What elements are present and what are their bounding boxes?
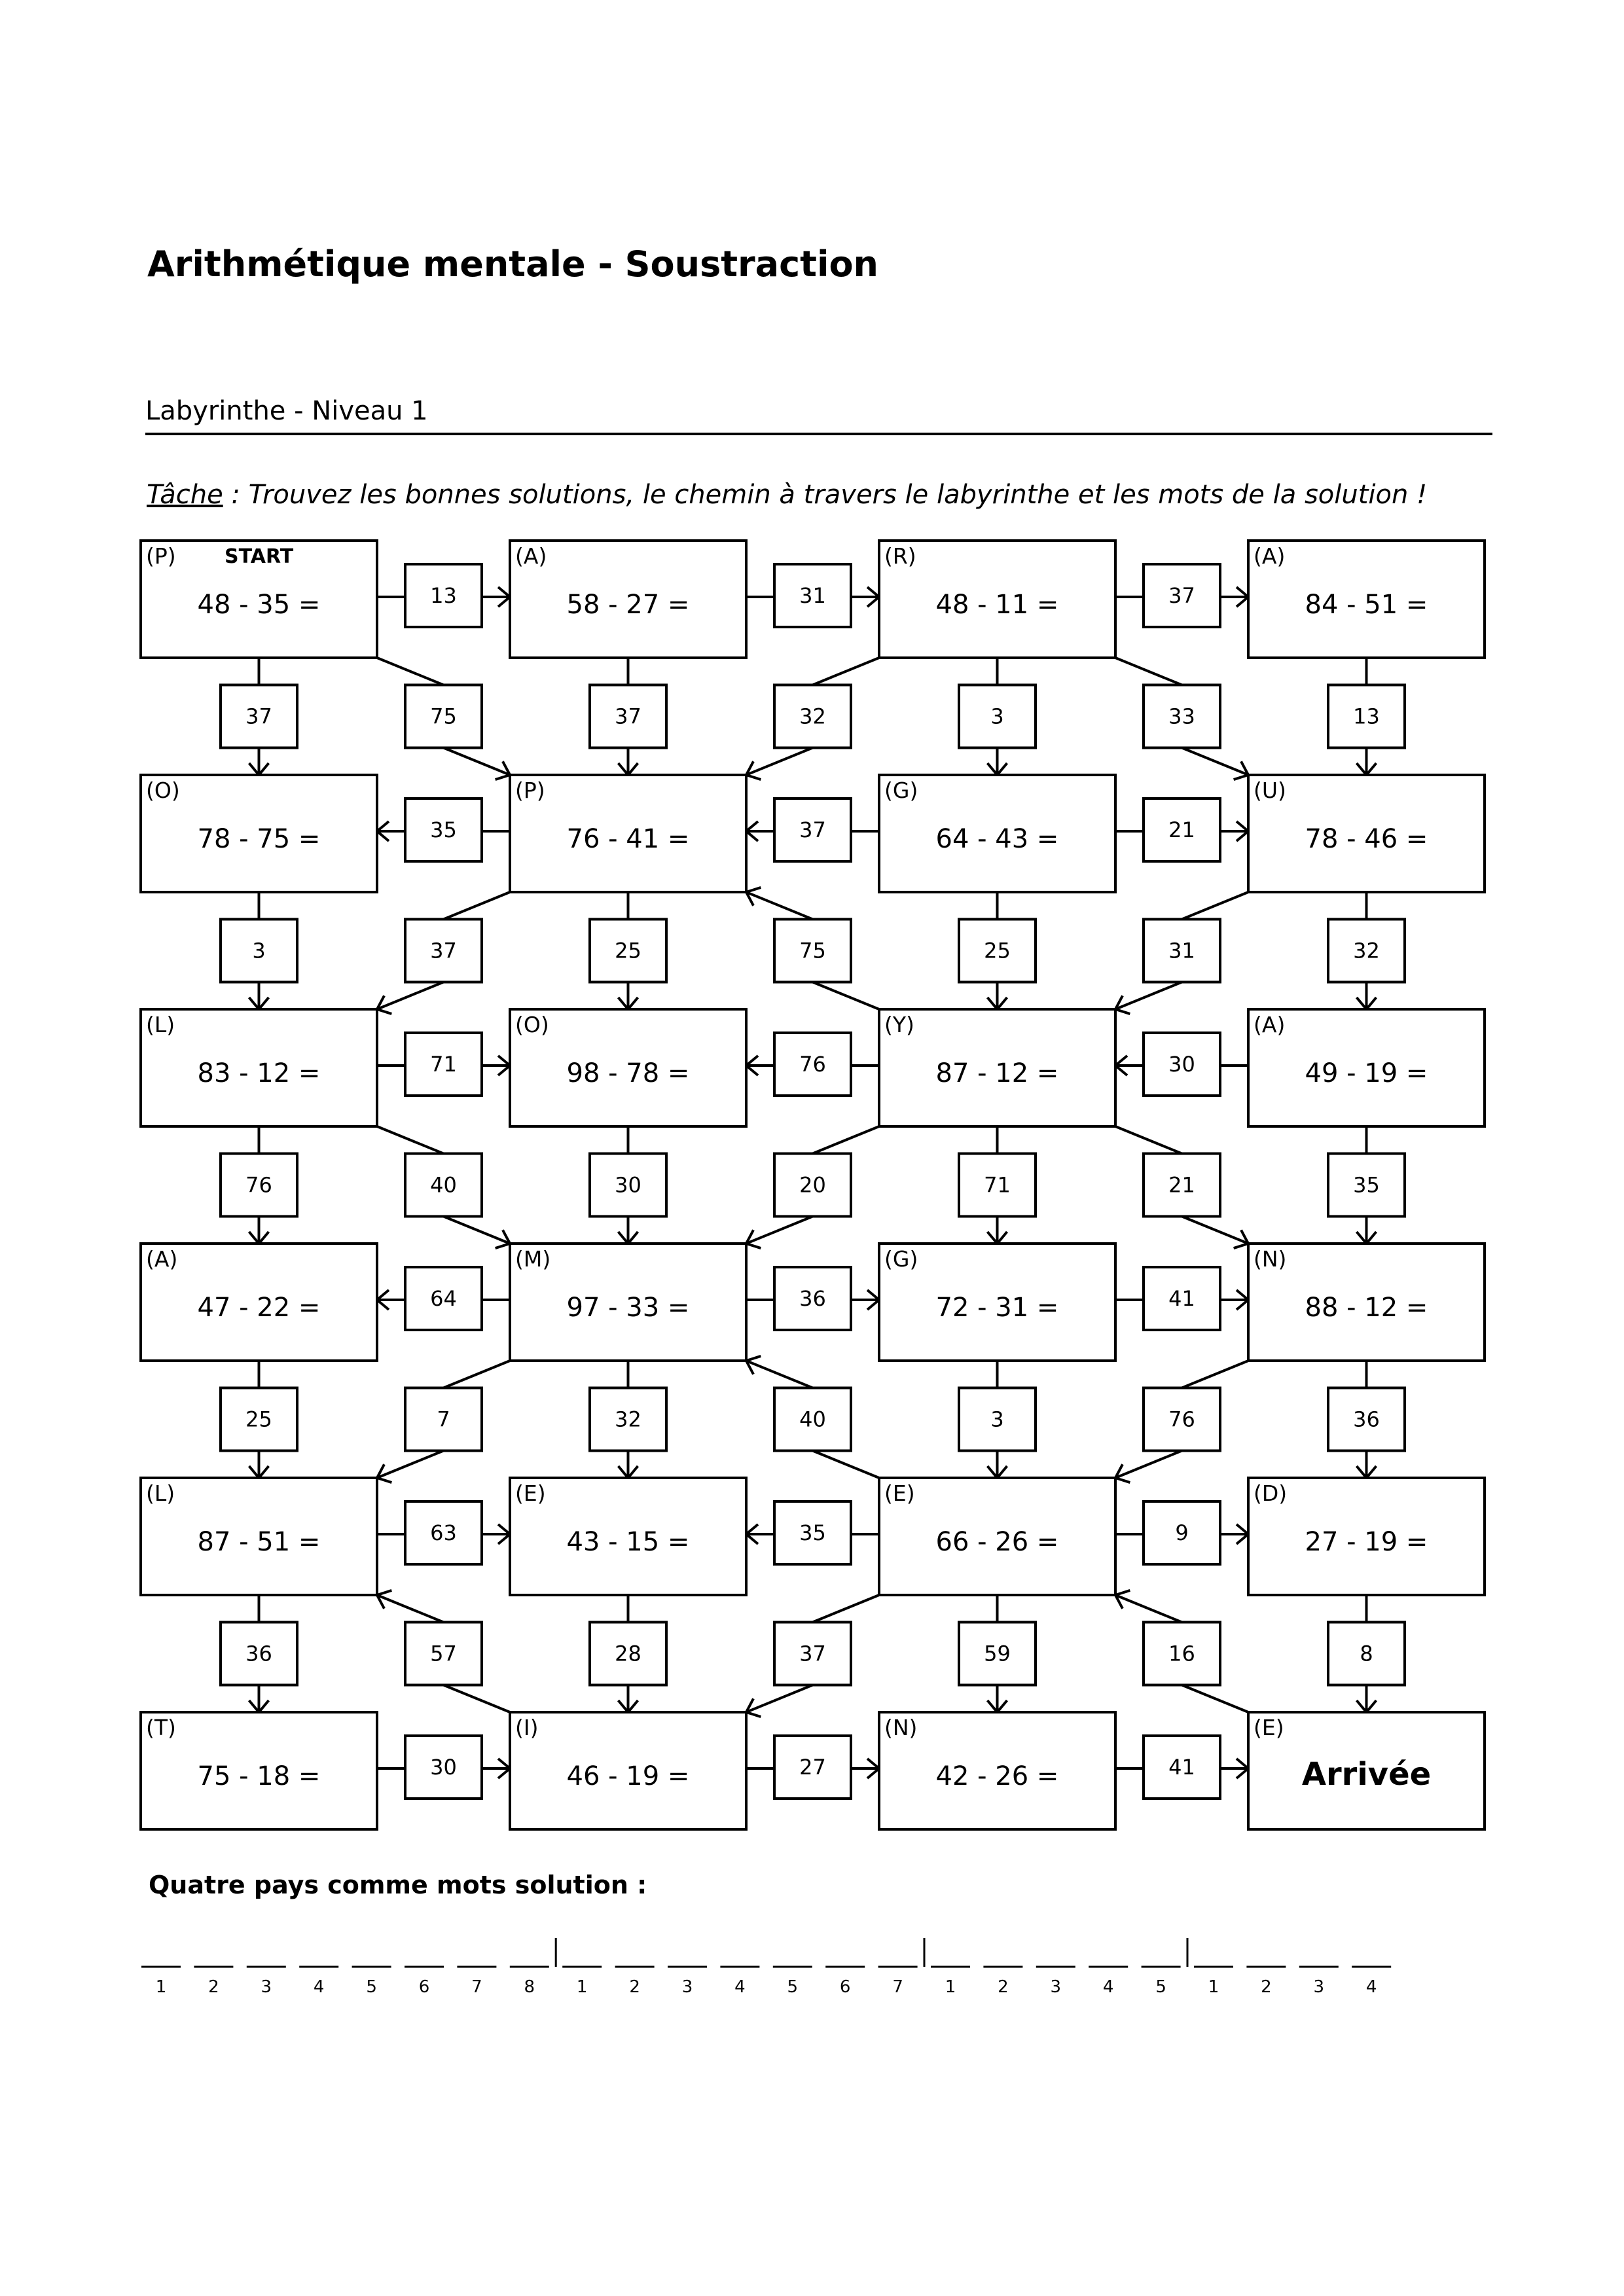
cell-expression: 72 - 31 = <box>935 1293 1059 1323</box>
blank-number: 8 <box>524 1977 535 1997</box>
vertical-option-value: 8 <box>1360 1641 1373 1666</box>
blank-number: 3 <box>681 1977 693 1997</box>
cell-expression: 97 - 33 = <box>566 1293 690 1323</box>
cell-expression: 27 - 19 = <box>1305 1527 1428 1557</box>
vertical-option-value: 25 <box>984 938 1011 963</box>
horizontal-option-value: 37 <box>799 817 826 842</box>
solution-title: Quatre pays comme mots solution : <box>149 1871 647 1899</box>
vertical-option-value: 76 <box>245 1172 272 1198</box>
diagonal-option-value: 31 <box>1168 938 1195 963</box>
cell-expression: 83 - 12 = <box>197 1058 321 1088</box>
diagonal-option-value: 32 <box>799 704 826 729</box>
blank-number: 4 <box>1102 1977 1114 1997</box>
cell-letter: (O) <box>515 1012 549 1037</box>
horizontal-option-value: 30 <box>430 1755 457 1780</box>
cell-letter: (A) <box>515 543 547 569</box>
horizontal-option-value: 27 <box>799 1755 826 1780</box>
cell-letter: (L) <box>146 1012 175 1037</box>
blank-number: 6 <box>839 1977 851 1997</box>
cell-letter: (L) <box>146 1480 175 1506</box>
blank-number: 4 <box>313 1977 325 1997</box>
horizontal-option-value: 9 <box>1175 1520 1189 1545</box>
cell-letter: (I) <box>515 1715 539 1740</box>
vertical-option-value: 13 <box>1353 704 1380 729</box>
cell-expression: 66 - 26 = <box>935 1527 1059 1557</box>
diagonal-option-value: 7 <box>437 1407 450 1432</box>
vertical-option-value: 37 <box>615 704 641 729</box>
vertical-option-value: 25 <box>245 1407 272 1432</box>
diagonal-option-value: 37 <box>430 938 457 963</box>
blank-number: 5 <box>366 1977 377 1997</box>
cell-letter: (G) <box>884 1246 918 1272</box>
cell-letter: (E) <box>515 1480 546 1506</box>
cell-letter: (Y) <box>884 1012 914 1037</box>
cell-expression: 87 - 51 = <box>197 1527 321 1557</box>
blank-number: 2 <box>1261 1977 1272 1997</box>
blank-number: 2 <box>998 1977 1009 1997</box>
diagonal-option-value: 33 <box>1168 704 1195 729</box>
diagonal-option-value: 76 <box>1168 1407 1195 1432</box>
vertical-option-value: 3 <box>990 704 1004 729</box>
diagonal-option-value: 16 <box>1168 1641 1195 1666</box>
blank-number: 1 <box>945 1977 956 1997</box>
task-text: : Trouvez les bonnes solutions, le chemin à travers le labyrinthe et les mots de la solution ! <box>223 480 1428 510</box>
horizontal-option-value: 64 <box>430 1286 457 1311</box>
blank-number: 6 <box>418 1977 430 1997</box>
cell-letter: (N) <box>884 1715 918 1740</box>
blank-number: 1 <box>1208 1977 1219 1997</box>
blank-number: 2 <box>629 1977 640 1997</box>
blank-number: 5 <box>787 1977 799 1997</box>
blank-number: 3 <box>261 1977 272 1997</box>
vertical-option-value: 36 <box>1353 1407 1380 1432</box>
horizontal-option-value: 41 <box>1168 1286 1195 1311</box>
horizontal-option-value: 37 <box>1168 583 1195 608</box>
diagonal-option-value: 75 <box>799 938 826 963</box>
blank-number: 4 <box>734 1977 746 1997</box>
cell-letter: (A) <box>1254 1012 1286 1037</box>
vertical-option-value: 35 <box>1353 1172 1380 1198</box>
cell-letter: (A) <box>1254 543 1286 569</box>
blank-number: 5 <box>1155 1977 1166 1997</box>
diagonal-option-value: 37 <box>799 1641 826 1666</box>
cell-letter: (G) <box>884 778 918 803</box>
horizontal-option-value: 41 <box>1168 1755 1195 1780</box>
blank-number: 4 <box>1365 1977 1377 1997</box>
blank-number: 1 <box>576 1977 588 1997</box>
cell-letter: (M) <box>515 1246 551 1272</box>
cell-expression: 84 - 51 = <box>1305 590 1428 620</box>
cell-letter: (N) <box>1254 1246 1287 1272</box>
horizontal-option-value: 36 <box>799 1286 826 1311</box>
cell-expression: 88 - 12 = <box>1305 1293 1428 1323</box>
worksheet-subtitle: Labyrinthe - Niveau 1 <box>145 396 428 426</box>
diagonal-option-value: 20 <box>799 1172 826 1198</box>
task-label: Tâche <box>147 480 223 510</box>
horizontal-option-value: 31 <box>799 583 826 608</box>
cell-expression: 43 - 15 = <box>566 1527 690 1557</box>
cell-expression: 98 - 78 = <box>566 1058 690 1088</box>
vertical-option-value: 36 <box>245 1641 272 1666</box>
cell-letter: (A) <box>146 1246 178 1272</box>
diagonal-option-value: 57 <box>430 1641 457 1666</box>
worksheet-title: Arithmétique mentale - Soustraction <box>147 243 878 285</box>
blank-number: 3 <box>1313 1977 1325 1997</box>
vertical-option-value: 32 <box>1353 938 1380 963</box>
cell-expression: 78 - 75 = <box>197 824 321 854</box>
horizontal-option-value: 76 <box>799 1052 826 1077</box>
horizontal-option-value: 30 <box>1168 1052 1195 1077</box>
cell-letter: (E) <box>1254 1715 1284 1740</box>
vertical-option-value: 71 <box>984 1172 1011 1198</box>
blank-number: 3 <box>1050 1977 1062 1997</box>
vertical-option-value: 28 <box>615 1641 641 1666</box>
vertical-option-value: 59 <box>984 1641 1011 1666</box>
cell-expression: 47 - 22 = <box>197 1293 321 1323</box>
cell-letter: (T) <box>146 1715 176 1740</box>
blank-number: 7 <box>892 1977 903 1997</box>
cell-letter: (R) <box>884 543 916 569</box>
cell-letter: (D) <box>1254 1480 1288 1506</box>
vertical-option-value: 30 <box>615 1172 641 1198</box>
horizontal-option-value: 35 <box>430 817 457 842</box>
vertical-option-value: 25 <box>615 938 641 963</box>
vertical-option-value: 32 <box>615 1407 641 1432</box>
cell-letter: (U) <box>1254 778 1286 803</box>
blank-number: 7 <box>471 1977 482 1997</box>
cell-expression: 87 - 12 = <box>935 1058 1059 1088</box>
diagonal-option-value: 75 <box>430 704 457 729</box>
horizontal-option-value: 35 <box>799 1520 826 1545</box>
horizontal-option-value: 21 <box>1168 817 1195 842</box>
cell-expression: 64 - 43 = <box>935 824 1059 854</box>
blank-number: 2 <box>208 1977 219 1997</box>
horizontal-option-value: 13 <box>430 583 457 608</box>
cell-letter: (P) <box>515 778 545 803</box>
cell-expression: 46 - 19 = <box>566 1761 690 1791</box>
cell-expression: 48 - 35 = <box>197 590 321 620</box>
horizontal-option-value: 63 <box>430 1520 457 1545</box>
vertical-option-value: 3 <box>252 938 266 963</box>
cell-expression: 76 - 41 = <box>566 824 690 854</box>
cell-expression: 75 - 18 = <box>197 1761 321 1791</box>
cell-expression: 48 - 11 = <box>935 590 1059 620</box>
vertical-option-value: 3 <box>990 1407 1004 1432</box>
cell-letter: (E) <box>884 1480 915 1506</box>
horizontal-option-value: 71 <box>430 1052 457 1077</box>
cell-expression: 42 - 26 = <box>935 1761 1059 1791</box>
cell-expression: 49 - 19 = <box>1305 1058 1428 1088</box>
vertical-option-value: 37 <box>245 704 272 729</box>
diagonal-option-value: 40 <box>799 1407 826 1432</box>
cell-expression: 78 - 46 = <box>1305 824 1428 854</box>
blank-number: 1 <box>155 1977 167 1997</box>
diagonal-option-value: 40 <box>430 1172 457 1198</box>
finish-label: Arrivée <box>1301 1756 1432 1793</box>
diagonal-option-value: 21 <box>1168 1172 1195 1198</box>
start-label: START <box>225 545 294 568</box>
cell-letter: (P) <box>146 543 176 569</box>
cell-letter: (O) <box>146 778 180 803</box>
cell-expression: 58 - 27 = <box>566 590 690 620</box>
